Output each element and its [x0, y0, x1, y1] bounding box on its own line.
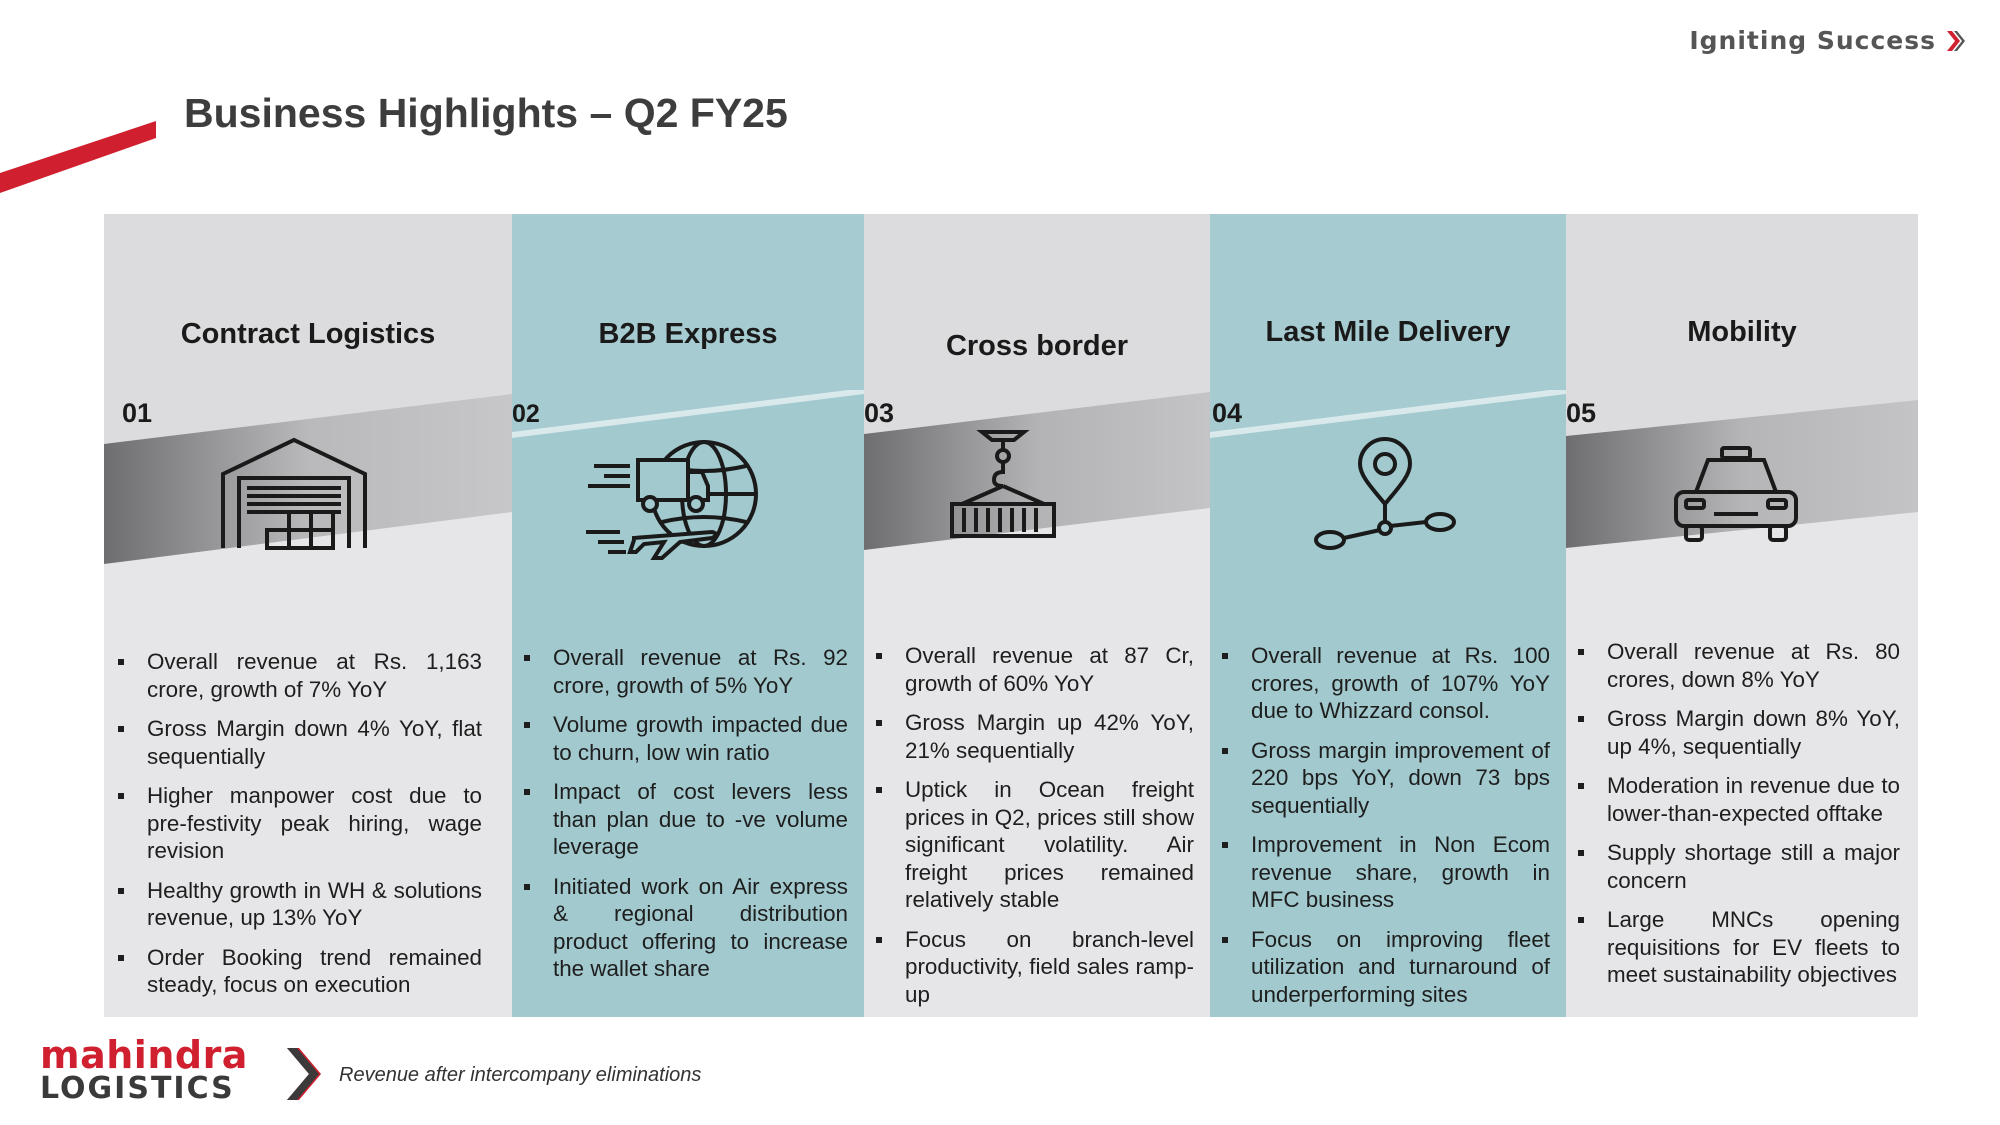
list-item: Healthy growth in WH & solutions revenue, up 13% YoY	[114, 877, 482, 932]
panel-title: Contract Logistics	[180, 318, 436, 350]
panel-mobility	[1566, 214, 1918, 1017]
location-route-icon	[1310, 436, 1460, 556]
bullet-list	[114, 648, 482, 1011]
list-item: Gross Margin down 8% YoY, up 4%, sequentially	[1574, 705, 1900, 760]
panel-cross-border	[864, 214, 1210, 1017]
tagline	[1689, 26, 1966, 55]
panel-number: 02	[512, 400, 540, 428]
list-item: Supply shortage still a major concern	[1574, 839, 1900, 894]
panel-number: 03	[864, 398, 895, 428]
tagline-text: Igniting Success	[1689, 26, 1936, 55]
panel-number: 05	[1566, 398, 1597, 428]
panel-number: 01	[122, 398, 153, 428]
list-item: Overall revenue at Rs. 80 crores, down 8% YoY	[1574, 638, 1900, 693]
panel-last-mile-delivery	[1210, 214, 1566, 1017]
list-item: Initiated work on Air express & regional distribution product offering to increase the wallet share	[520, 873, 848, 983]
warehouse-icon	[219, 436, 369, 552]
red-accent-stripe	[0, 118, 160, 198]
list-item: Gross Margin down 4% YoY, flat sequentially	[114, 715, 482, 770]
list-item: Overall revenue at Rs. 1,163 crore, growth of 7% YoY	[114, 648, 482, 703]
express-globe-icon	[584, 436, 772, 566]
list-item: Uptick in Ocean freight prices in Q2, prices still show significant volatility. Air freight prices remained relatively stable	[872, 776, 1194, 914]
bullet-list	[872, 642, 1194, 1017]
footnote: Revenue after intercompany eliminations	[339, 1064, 702, 1086]
bullet-list	[1574, 638, 1900, 1001]
panel-title: Cross border	[945, 330, 1129, 362]
list-item: Impact of cost levers less than plan due to -ve volume leverage	[520, 778, 848, 861]
list-item: Moderation in revenue due to lower-than-expected offtake	[1574, 772, 1900, 827]
list-item: Volume growth impacted due to churn, low win ratio	[520, 711, 848, 766]
list-item: Large MNCs opening requisitions for EV fleets to meet sustainability objectives	[1574, 906, 1900, 989]
list-item: Overall revenue at Rs. 100 crores, growth of 107% YoY due to Whizzard consol.	[1218, 642, 1550, 725]
list-item: Improvement in Non Ecom revenue share, growth in MFC business	[1218, 831, 1550, 914]
panel-title: Last Mile Delivery	[1265, 316, 1511, 348]
mahindra-logistics-logo	[40, 1033, 248, 1106]
container-crane-icon	[948, 428, 1058, 540]
list-item: Order Booking trend remained steady, focus on execution	[114, 944, 482, 999]
panel-title: B2B Express	[598, 318, 778, 350]
list-item: Focus on improving fleet utilization and turnaround of underperforming sites	[1218, 926, 1550, 1009]
double-chevron-icon	[1946, 30, 1966, 52]
list-item: Gross margin improvement of 220 bps YoY, down 73 bps sequentially	[1218, 737, 1550, 820]
list-item: Overall revenue at 87 Cr, growth of 60% YoY	[872, 642, 1194, 697]
logo-chevron-icon	[247, 1046, 331, 1102]
bullet-list	[520, 644, 848, 995]
panel-title: Mobility	[1687, 316, 1797, 348]
logo-line-1: mahindra	[40, 1033, 248, 1077]
logo-line-2: LOGISTICS	[40, 1071, 235, 1106]
taxi-car-icon	[1670, 444, 1802, 544]
list-item: Gross Margin up 42% YoY, 21% sequentially	[872, 709, 1194, 764]
list-item: Higher manpower cost due to pre-festivity peak hiring, wage revision	[114, 782, 482, 865]
panel-number: 04	[1212, 398, 1243, 428]
page-title: Business Highlights – Q2 FY25	[184, 90, 788, 136]
panel-contract-logistics	[104, 214, 512, 1017]
list-item: Focus on branch-level productivity, field sales ramp-up	[872, 926, 1194, 1009]
panel-b2b-express	[512, 214, 864, 1017]
list-item: Overall revenue at Rs. 92 crore, growth of 5% YoY	[520, 644, 848, 699]
bullet-list	[1218, 642, 1550, 1017]
